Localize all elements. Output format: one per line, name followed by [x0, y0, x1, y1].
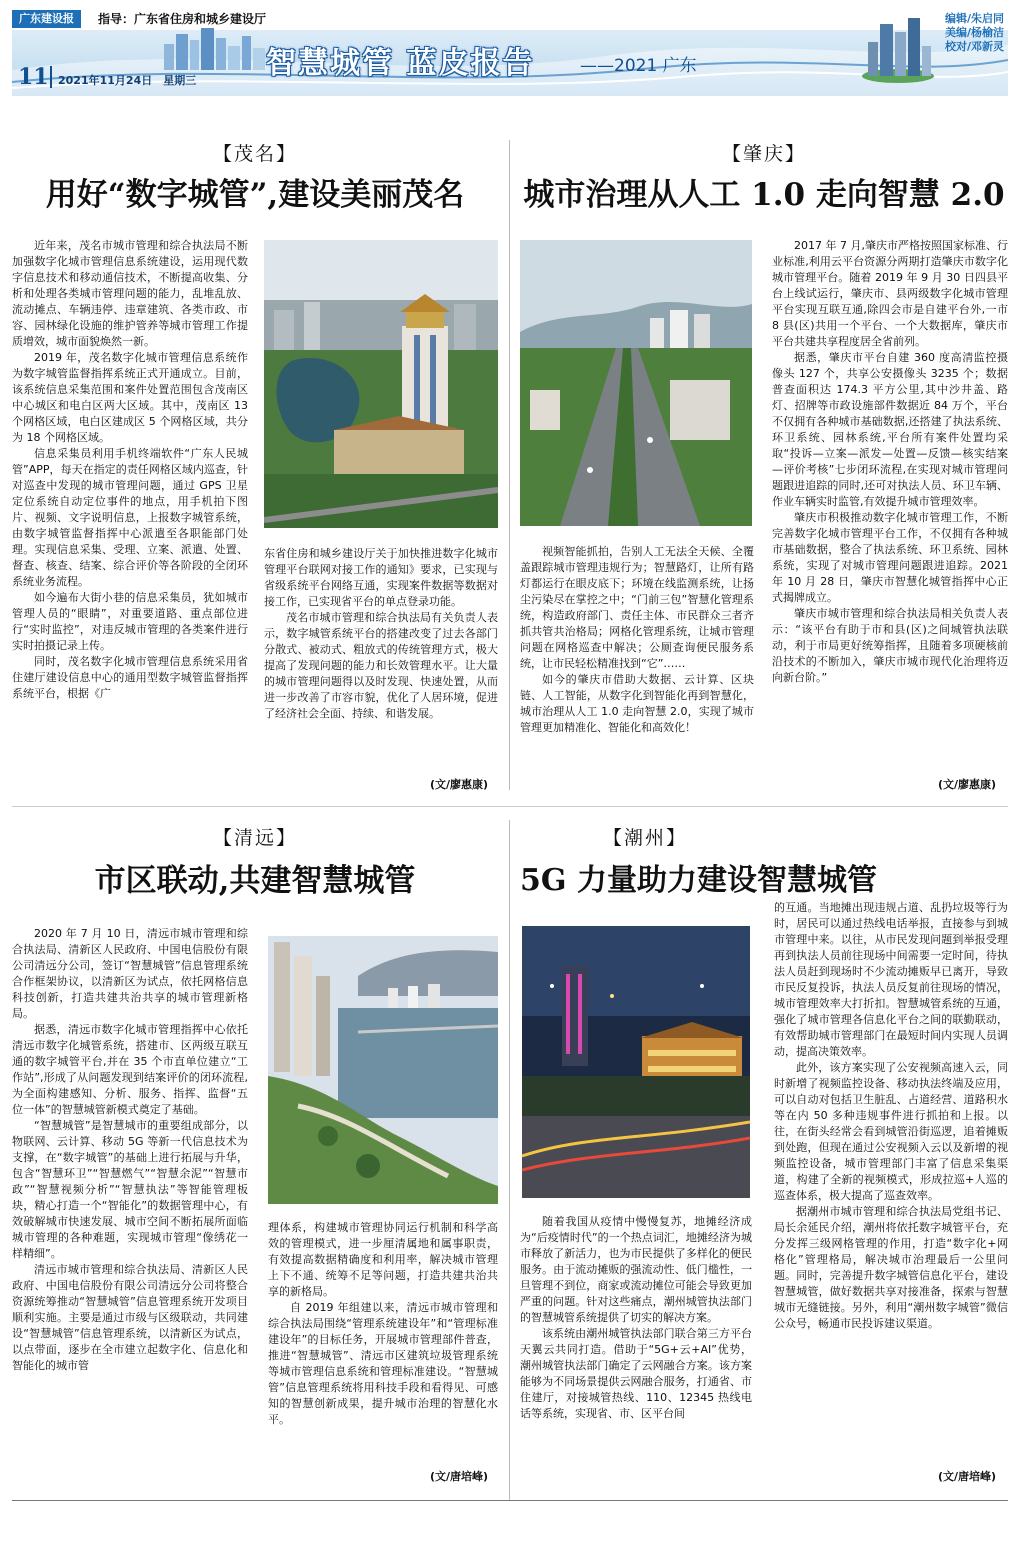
article-column-1	[520, 544, 754, 778]
article-paragraph: 据潮州市城市管理和综合执法局党组书记、局长余延民介绍，潮州将依托数字城管平台，充分发挥三级网格管理的作用，打造“数字化+网格化”管理格局，解决城市治理最后一公里问题。同时，完善提升数字城管信息化平台，建设智慧城管，做好数据共享对接准备，探索与智慧城市无缝链接。另外，利用“潮州数字城管”微信公众号，畅通市民投诉建议渠道。	[774, 1205, 1008, 1330]
skyline-right-icon	[860, 18, 936, 84]
article-paragraph: 茂名市城市管理和综合执法局有关负责人表示，数字城管系统平台的搭建改变了过去各部门分散式、被动式、粗放式的传统管理方式，极大提高了发现问题的能力和长效管理水平。让大量的城市管理问题得以及时发现、快速处置，从而进一步改善了市容市貌，优化了人居环境，促进了经济社会全面、持续、和谐发展。	[264, 611, 498, 720]
article-paragraph: 2020 年 7 月 10 日，清远市城市管理和综合执法局、清新区人民政府、中国电信股份有限公司清远分公司，签订“智慧城管”信息管理系统合作框架协议，以清新区为试点，依托网格信息科技创新，打造共建共治共享的城市管理新格局。	[12, 927, 248, 1020]
page-number: 11	[18, 64, 49, 90]
article-paragraph: 2017 年 7 月,肇庆市严格按照国家标准、行业标准,利用云平台资源分两期打造肇庆市数字化城市管理平台。随着 2019 年 9 月 30 日四县平台上线试运行，肇庆市、县两级数字化城市管理平台实现互联互通,除四会市是自建平台外,一市 8 县(区)共用一个平台、一个大数据库，肇庆市平台共建共享程度居全省前列。	[772, 239, 1008, 348]
article-paragraph: 据悉，肇庆市平台自建 360 度高清监控摄像头 127 个，共享公安摄像头 3235 个；数据普查面积达 174.3 平方公里,其中沙井盖、路灯、招牌等市政设施部件数据近 84 万个，平台不仅拥有各种城市基础数据,还搭建了执法系统、环卫系统、园林系统,平台所有案件处置均采取“投诉—立案—派发—处置—反馈—核实结案—评价考核”七步闭环流程,在实现对城市管理问题跟进追踪的同时,还可对执法人员、环卫车辆、作业车辆实时监管,有效提升城市管理效率。	[772, 351, 1008, 508]
article-byline: (文/廖惠康)	[938, 778, 997, 791]
article-headline	[520, 862, 877, 900]
article-paragraph: 理体系，构建城市管理协同运行机制和科学高效的管理模式，进一步厘清属地和属事职责，有效提高数据精确度和利用率，解决城市管理上下不通、统筹不足等问题，打造共建共治共享的新格局。	[268, 1221, 498, 1298]
article-photo-city-lake	[264, 240, 498, 528]
guidance-line: 指导：广东省住房和城乡建设厅	[98, 12, 267, 26]
editor-credits	[945, 12, 1004, 54]
section-divider	[12, 806, 1008, 807]
page-subtitle: ——2021 广东	[580, 56, 697, 76]
article-paragraph: 肇庆市城市管理和综合执法局相关负责人表示：“该平台有助于市和县(区)之间城管执法联动，利于市局更好统筹指挥，且随着多项硬核前沿技术的不断加入，肇庆市城市现代化治理将迈向新台阶。”	[772, 607, 1008, 684]
article-headline: 市区联动,共建智慧城管	[94, 863, 416, 899]
article-region-label: 【肇庆】	[721, 143, 806, 165]
article-column-2	[774, 900, 1008, 1464]
article-byline: (文/唐培峰)	[938, 1470, 997, 1483]
article-paragraph: 自 2019 年组建以来，清远市城市管理和综合执法局围绕“管理系统建设年”和“管理标准建设年”的目标任务，开展城市管理部件普查，推进“智慧城管”、清远市区建筑垃圾管理系统等城市管理信息系统和管理标准建设。“智慧城管”信息管理系统将用科技手段和看得见、可感知的智慧创新成果，提升城市治理的智慧化水平。	[268, 1301, 498, 1426]
article-headline: 用好“数字城管”,建设美丽茂名	[45, 177, 465, 213]
article-paragraph: 如今的肇庆市借助大数据、云计算、区块链、人工智能，从数字化到智能化再到智慧化，城市治理从人工 1.0 走向智慧 2.0，实现了城市管理更加精准化、智能化和高效化！	[520, 673, 754, 734]
article-byline: (文/廖惠康)	[430, 778, 489, 791]
article-paragraph: 的互通。当地摊出现违规占道、乱扔垃圾等行为时，居民可以通过热线电话举报，直接参与到城市管理中来。以往，从市民发现问题到举报受理再到执法人员前往现场中间需要一定时间，待执法人员赶到现场时不少流动摊贩早已离开，导致市民反复投诉，执法人员反复前往现场的情况，城市管理效率大打折扣。智慧城管系统的互通，强化了城市管理各信息化平台之间的联勤联动，有效帮助城市管理部门在最短时间内实现人员调动，提高决策效率。	[774, 901, 1008, 1058]
article-paragraph: 同时，茂名数字化城市管理信息系统采用省住建厅建设信息中心的通用型数字城管监督指挥系统平台，根据《广	[12, 655, 248, 700]
issue-date: 2021年11月24日 星期三	[58, 74, 197, 87]
article-paragraph: 清远市城市管理和综合执法局、清新区人民政府、中国电信股份有限公司清远分公司将整合资源统筹推动“智慧城管”信息管理系统开发项目顺利实施。主要是通过市级与区级联动，共同建设“智慧城管”信息管理系统，以清新区为试点，以点带面，逐步在全市建立起数字化、信息化和智能化的城市管	[12, 1263, 248, 1372]
article-column-1	[12, 926, 248, 1466]
article-photo-boulevard	[520, 240, 752, 526]
article-paragraph: 此外，该方案实现了公安视频高速入云，同时新增了视频监控设备、移动执法终端及应用，可以自动对包括卫生脏乱、占道经营、道路积水等在内 50 多种违规事件进行抓拍和上报。以往，在街头经常会看到城管沿街巡逻，追着摊贩到处跑，但现在通过公安视频入云以及新增的视频监控设备，城市管理部门丰富了信息采集渠道，构建了全新的视频模式，形成拉巡+人巡的巡查体系，极大提高了巡查效率。	[774, 1061, 1008, 1202]
article-column-1	[12, 238, 248, 776]
page-number-divider	[50, 66, 52, 88]
article-paragraph: 随着我国从疫情中慢慢复苏，地摊经济成为“后疫情时代”的一个热点词汇，地摊经济为城市释放了新活力，也为市民提供了多样化的便民服务。由于流动摊贩的强流动性、低门槛性，一旦管理不到位，商家或流动摊位可能会导致更加严重的问题。针对这些痛点，潮州城管执法部门的智慧城管系统提供了切实的解决方案。	[520, 1215, 752, 1324]
article-photo-night-city	[522, 926, 750, 1198]
article-headline: 城市治理从人工 1.0 走向智慧 2.0	[523, 177, 1005, 213]
page-bottom-rule	[12, 1500, 1008, 1501]
article-column-1	[520, 1214, 752, 1478]
article-paragraph: 信息采集员利用手机终端软件“广东人民城管”APP，每天在指定的责任网格区域内巡查，针对巡查中发现的城市管理问题，通过 GPS 卫星定位系统自动定位事件的地点，用手机拍下图片、视频、文字说明信息，上报数字城管系统，由数字城管监督指挥中心派遣至各职能部门处理。实现信息采集、受理、立案、派遣、处置、督查、核查、结案、综合评价等各阶段的全闭环系统业务流程。	[12, 447, 248, 588]
page-title: 智慧城管 蓝皮报告	[266, 46, 535, 81]
designer-credit: 美编/杨榆洁	[944, 26, 1004, 39]
article-column-2	[268, 1220, 498, 1460]
article-region-label: 【潮州】	[602, 827, 687, 849]
skyline-left-icon	[160, 26, 270, 70]
masthead	[12, 8, 1008, 96]
editor-credit: 编辑/朱启同	[944, 12, 1004, 25]
article-photo-riverside	[268, 936, 498, 1204]
column-divider	[509, 820, 510, 1500]
article-paragraph: “智慧城管”是智慧城市的重要组成部分，以物联网、云计算、移动 5G 等新一代信息技术为支撑，在“数字城管”的基础上进行拓展与升华，包含“智慧环卫”“智慧燃气”“智慧余泥”“智慧市政”“智慧视频分析”“智慧执法”等智能管理板块，精心打造一个“智能化”的数据管理中心，有效破解城市快速发展、城市空间不断拓展所面临城市管理的各种难题，实现城市管理“像绣花一样精细”。	[12, 1119, 248, 1260]
article-paragraph: 如今遍布大街小巷的信息采集员，犹如城市管理人员的“眼睛”，对重要道路、重点部位进行“实时监控”，对违反城市管理的各类案件进行实时拍摄记录上传。	[12, 591, 248, 652]
article-paragraph: 近年来，茂名市城市管理和综合执法局不断加强数字化城市管理信息系统建设，运用现代数字信息技术和移动通信技术，不断提高收集、分析和处理各类城市管理问题的能力，乱堆乱放、流动摊点、车辆违停、违章建筑、各类市政、市容、园林绿化设施的维护管养等城市管理工作提质增效，城市面貌焕然一新。	[12, 239, 248, 348]
column-divider	[509, 140, 510, 790]
article-paragraph: 据悉，清远市数字化城市管理指挥中心依托清远市数字化城管系统，搭建市、区两级互联互通的数字城管平台,并在 35 个市直单位建立“工作站”,形成了从问题发现到结案评价的闭环流程,为全面构建感知、分析、服务、指挥、监督“五位一体”的智慧城管新模式奠定了基础。	[12, 1023, 248, 1116]
article-byline: (文/唐培峰)	[430, 1470, 489, 1483]
article-column-2	[772, 238, 1008, 774]
article-region-label: 【茂名】	[212, 143, 297, 165]
article-paragraph: 2019 年，茂名数字化城市管理信息系统作为数字城管监督指挥系统正式开通成立。目前，该系统信息采集范围和案件处置范围包含茂南区中心城区和电白区两大区域。其中，茂南区 13 个网格区域，电白区建成区 5 个网格区域，共分为 18 个网格区域。	[12, 351, 248, 444]
proofreader-credit: 校对/邓新灵	[944, 40, 1004, 53]
article-column-2	[264, 546, 498, 774]
article-paragraph: 视频智能抓拍，告别人工无法全天候、全覆盖跟踪城市管理违规行为；智慧路灯，让所有路灯都运行在眼皮底下；环境在线监测系统，让扬尘污染尽在掌控之中；“门前三包”智慧化管理系统，构造政府部门、责任主体、市民群众三者齐抓共管共治格局；网格化管理系统，让城市管理问题在网格巡查中解决；公厕查询便民服务系统，让市民轻松精准找到“它”……	[520, 545, 754, 670]
article-headline-text: 5G 力量助力建设智慧城管	[520, 863, 877, 898]
article-paragraph: 东省住房和城乡建设厅关于加快推进数字化城市管理平台联网对接工作的通知》要求，已实现与省级系统平台网络互通，实现案件数据等数据对接工作，已实现省平台的单点登录功能。	[264, 547, 498, 608]
article-paragraph: 该系统由潮州城管执法部门联合第三方平台天翼云共同打造。借助于“5G+云+AI”优势，潮州城管执法部门确定了云网融合方案。该方案能够为不同场景提供云网融合服务，打通省、市住建厅，对接城管热线、110、12345 热线电话等系统，实现省、市、区平台间	[520, 1327, 752, 1420]
newspaper-brand: 广东建设报	[12, 10, 81, 28]
article-region-label: 【清远】	[212, 827, 297, 849]
article-paragraph: 肇庆市积极推动数字化城市管理工作，不断完善数字化城市管理平台工作，不仅拥有各种城市基础数据，整合了执法系统、环卫系统、园林系统，实现了对城市管理问题跟进追踪。2021 年 10 月 28 日，肇庆市智慧化城管指挥中心正式揭牌成立。	[772, 511, 1008, 604]
